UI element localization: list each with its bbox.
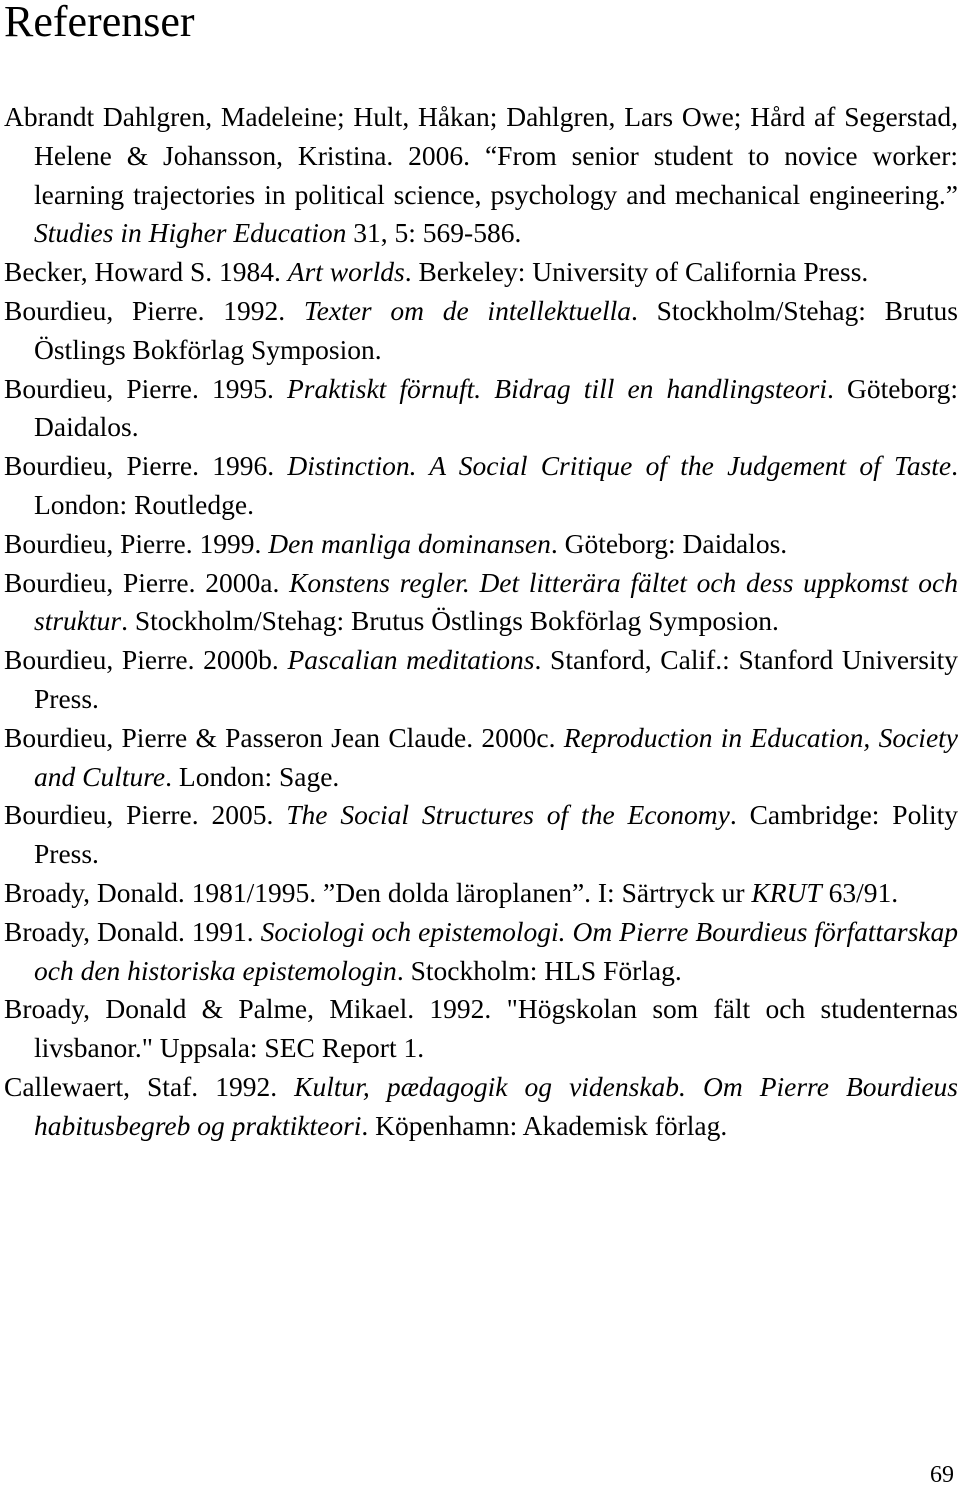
- reference-text: Bourdieu, Pierre. 2000b.: [4, 644, 288, 676]
- reference-title: Den manliga dominansen: [268, 527, 551, 559]
- reference-title: Texter om de intellektuella: [303, 294, 631, 326]
- reference-text: . Stockholm/Stehag: Brutus Östlings Bokförlag Symposion.: [121, 605, 779, 637]
- reference-text: 63/91.: [821, 876, 899, 908]
- reference-text: . Berkeley: University of California Press.: [404, 256, 869, 288]
- reference-text: . Göteborg: Daidalos.: [34, 372, 958, 443]
- reference-title: Kultur, pædagogik og videnskab. Om Pierre Bourdieus habitusbegreb og praktikteori: [34, 1070, 959, 1141]
- reference-entry: [4, 525, 958, 564]
- reference-title: Sociologi och epistemologi. Om Pierre Bourdieus författarskap och den historiska epistemologin: [34, 915, 958, 986]
- reference-entry: [4, 98, 958, 253]
- reference-entry: [4, 990, 958, 1068]
- reference-title: Studies in Higher Education: [34, 217, 347, 249]
- reference-text: Bourdieu, Pierre. 1992.: [4, 294, 304, 326]
- reference-text: Broady, Donald. 1981/1995. ”Den dolda läroplanen”. I: Särtryck ur: [4, 876, 752, 908]
- reference-title: The Social Structures of the Economy: [286, 799, 730, 831]
- reference-entry: [4, 447, 958, 525]
- reference-entry: [4, 292, 958, 370]
- reference-text: Abrandt Dahlgren, Madeleine; Hult, Håkan; Dahlgren, Lars Owe; Hård af Segerstad, Helene & Johansson, Kristina. 2006. “From senior student to novice worker: learning trajectories in political science, psychology and mechanical engineering.”: [4, 101, 958, 210]
- reference-title: Praktiskt förnuft. Bidrag till en handlingsteori: [287, 372, 827, 404]
- reference-title: KRUT: [751, 876, 822, 908]
- reference-text: Bourdieu, Pierre. 1996.: [4, 450, 288, 482]
- reference-text: . London: Routledge.: [34, 450, 959, 520]
- reference-text: Bourdieu, Pierre. 1995.: [4, 372, 287, 404]
- reference-entry: [4, 1068, 958, 1146]
- reference-text: . London: Sage.: [165, 760, 340, 792]
- reference-title: Pascalian meditations: [287, 644, 535, 676]
- reference-text: Bourdieu, Pierre. 1999.: [4, 527, 269, 559]
- page-title: Referenser: [4, 0, 195, 46]
- reference-entry: [4, 253, 958, 292]
- reference-text: . Göteborg: Daidalos.: [550, 527, 788, 559]
- reference-text: Bourdieu, Pierre. 2005.: [4, 799, 287, 831]
- reference-text: . Cambridge: Polity Press.: [34, 799, 958, 870]
- reference-text: . Stockholm/Stehag: Brutus Östlings Bokförlag Symposion.: [34, 294, 959, 365]
- page-number: 69: [930, 1462, 954, 1488]
- reference-entry: [4, 641, 958, 719]
- reference-title: Art worlds: [287, 256, 405, 288]
- reference-title: Distinction. A Social Critique of the Judgement of Taste: [287, 450, 952, 482]
- reference-text: Broady, Donald & Palme, Mikael. 1992. "Högskolan som fält och studenternas livsbanor." Uppsala: SEC Report 1.: [4, 993, 958, 1064]
- reference-list: [4, 98, 958, 1146]
- reference-text: Bourdieu, Pierre & Passeron Jean Claude. 2000c.: [4, 721, 564, 753]
- reference-text: Becker, Howard S. 1984.: [4, 256, 288, 288]
- reference-title: Reproduction in Education, Society and Culture: [34, 721, 958, 792]
- reference-text: . Köpenhamn: Akademisk förlag.: [361, 1109, 728, 1141]
- reference-entry: [4, 719, 958, 797]
- reference-text: Broady, Donald. 1991.: [4, 915, 261, 947]
- reference-text: . Stanford, Calif.: Stanford University Press.: [34, 644, 958, 714]
- reference-entry: [4, 370, 958, 448]
- reference-text: 31, 5: 569-586.: [346, 217, 522, 249]
- reference-title: Konstens regler. Det litterära fältet och dess uppkomst och struktur: [34, 566, 958, 637]
- reference-entry: [4, 874, 958, 913]
- reference-text: Bourdieu, Pierre. 2000a.: [4, 566, 290, 598]
- reference-text: . Stockholm: HLS Förlag.: [396, 954, 682, 986]
- reference-text: Callewaert, Staf. 1992.: [4, 1070, 295, 1102]
- reference-entry: [4, 796, 958, 874]
- reference-entry: [4, 913, 958, 991]
- reference-entry: [4, 564, 958, 642]
